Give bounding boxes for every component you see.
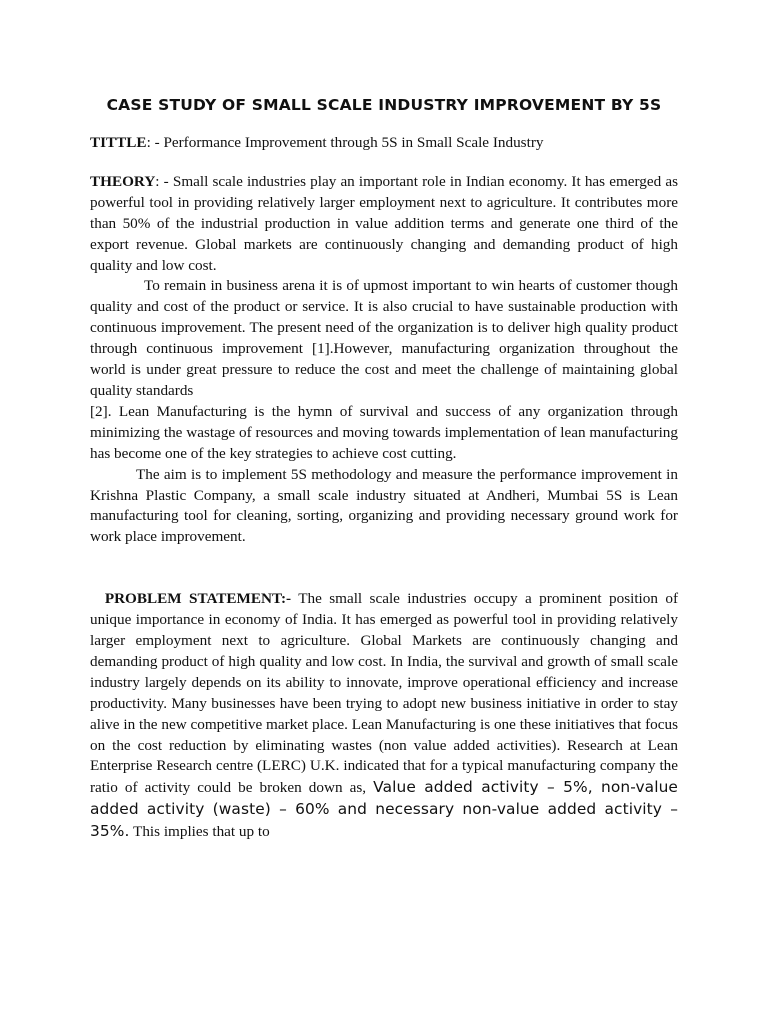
problem-statement-text: The small scale industries occupy a prominent position of unique importance in economy of India. It has emerged as powerful tool in providing relatively larger employment next to agriculture. Global Markets are continuously changing and demanding product of high quality and low cost. In India, the survival and growth of small scale industry largely depends on its ability to innovate, improve operational efficiency and increase productivity. Many businesses have been trying to adopt new business initiative in order to stay alive in the new competitive market place. Lean Manufacturing is one these initiatives that focus on the cost reduction by eliminating wastes (non value added activities). Research at Lean Enterprise Research centre (LERC) U.K. indicated that for a typical manufacturing company the ratio of activity could be broken down as, <box>90 590 679 797</box>
tittle-label: TITTLE <box>90 134 147 151</box>
theory-paragraph-2: To remain in business arena it is of upmost important to win hearts of customer though quality and cost of the product or service. It is also crucial to have sustainable production with continuous improvement. The present need of the organization is to deliver high quality product through continuous improvement [1].However, manufacturing organization throughout the world is under great pressure to reduce the cost and meet the challenge of maintaining global quality standards <box>90 277 678 399</box>
theory-paragraph-3: [2]. Lean Manufacturing is the hymn of survival and success of any organization through minimizing the wastage of resources and moving towards implementation of lean manufacturing has become one of the key strategies to achieve cost cutting. <box>90 402 678 462</box>
problem-statement-tail: This implies that up to <box>129 823 270 841</box>
theory-label: THEORY <box>90 172 156 190</box>
theory-paragraph-1-text: Small scale industries play an important role in Indian economy. It has emerged as powerful tool in providing relatively larger employment next to agriculture. It contributes more than 50% of the industrial production in value addition terms and generate one third of the export revenue. Global markets are continuously changing and demanding product of high quality and low cost. <box>90 172 679 274</box>
theory-separator: : - <box>155 172 173 190</box>
theory-paragraph-4: The aim is to implement 5S methodology and measure the performance improvement in Krishna Plastic Company, a small scale industry situated at Andheri, Mumbai 5S is Lean manufacturing tool for cleaning, sorting, organizing and providing necessary ground work for work place improvement. <box>90 465 678 546</box>
problem-statement-paragraph <box>90 589 678 843</box>
tittle-text: Performance Improvement through 5S in Small Scale Industry <box>163 134 544 151</box>
activity-ratio-text: Value added activity – 5%, non-value added activity (waste) – 60% and necessary non-value added activity – 35%. <box>90 778 678 841</box>
theory-paragraph-1 <box>90 172 678 277</box>
document-title: CASE STUDY OF SMALL SCALE INDUSTRY IMPROVEMENT BY 5S <box>106 96 662 114</box>
document-page <box>90 90 678 843</box>
theory-section <box>90 172 678 548</box>
tittle-separator: : - <box>146 134 164 151</box>
problem-statement-label: PROBLEM STATEMENT:- <box>104 590 292 608</box>
tittle-line <box>90 133 678 154</box>
problem-statement-section <box>90 589 678 843</box>
